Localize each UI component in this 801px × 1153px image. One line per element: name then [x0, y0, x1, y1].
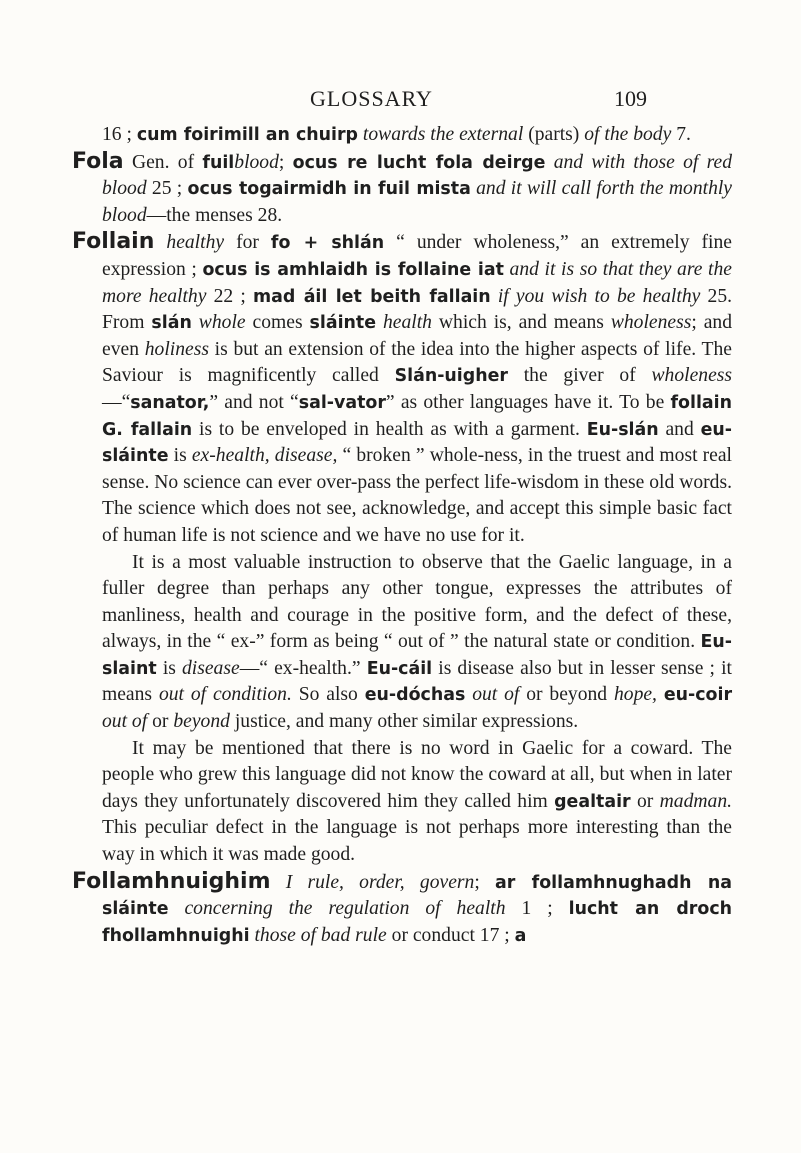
body-text: —“ ex-health.”: [239, 657, 361, 679]
gaelic-text: eu-coir: [663, 685, 733, 706]
body-text: comes: [252, 312, 303, 334]
translation-text: those of bad rule: [254, 924, 387, 946]
body-text: This peculiar defect in the language is not perhaps more interesting than the way in which it was made good.: [102, 817, 732, 866]
translation-text: out of condition.: [158, 684, 292, 706]
gaelic-text: ar follamhnughadh na sláinte: [102, 872, 732, 920]
body-text: is: [173, 445, 187, 467]
entry-continuation: [72, 122, 732, 149]
body-text: 22 ;: [213, 285, 246, 307]
body-text: which is, and means: [438, 312, 604, 334]
translation-text: concerning the regulation of health: [184, 898, 506, 920]
body-text: is: [162, 657, 176, 679]
translation-text: of the body: [584, 124, 672, 145]
body-text: It may be mentioned that there is no word in Gaelic for a coward. The people who grew this language did not know the coward at all, but when in later days they unfortunately discovered him they called him: [102, 737, 732, 812]
body-text: 25 ;: [151, 178, 183, 200]
body-text: ;: [474, 871, 480, 893]
translation-text: madman.: [659, 790, 733, 812]
body-text: —“: [102, 391, 131, 413]
gaelic-text: ocus re lucht fola deirge: [292, 152, 546, 173]
translation-text: beyond: [173, 711, 230, 733]
page-header: [0, 86, 801, 116]
gaelic-text: fo + shlán: [270, 233, 385, 254]
headword: Fola: [72, 148, 124, 174]
gaelic-text: follain G. fallain: [102, 392, 732, 440]
body-text: (parts): [528, 124, 580, 145]
body-text: ;: [278, 151, 285, 173]
body-text: for: [236, 232, 259, 254]
gaelic-text: sal-vator: [298, 392, 386, 413]
body-text: So also: [298, 684, 358, 706]
gaelic-text: gealtair: [554, 791, 631, 812]
paragraph-gaelic-forms: [72, 550, 732, 736]
glossary-entry-fola: [72, 149, 732, 230]
gaelic-text: eu-dóchas: [364, 685, 466, 706]
body-text: —the menses 28.: [146, 204, 283, 226]
body-text: 25. From: [102, 285, 733, 334]
translation-text: wholeness: [651, 365, 733, 387]
page-number: 109: [614, 86, 647, 111]
translation-text: out of: [472, 684, 520, 706]
gaelic-text: mad áil let beith fallain: [253, 286, 491, 307]
gaelic-text: fuil: [202, 152, 235, 173]
headword: Follamhnuighim: [72, 868, 271, 894]
gaelic-text: eu-sláinte: [102, 419, 733, 467]
paragraph-coward: [72, 736, 732, 869]
translation-text: and with those of red blood: [102, 151, 732, 200]
glossary-entry-follamhnuighim: [72, 869, 732, 950]
headword: Follain: [72, 229, 155, 255]
translation-text: I rule, order, govern: [285, 871, 475, 893]
body-text: is disease also but in lesser sense ; it means: [102, 657, 732, 706]
glossary-entry-follain: [72, 229, 732, 549]
gaelic-text: Slán-uigher: [394, 366, 508, 387]
body-text: the giver of: [523, 365, 636, 387]
gaelic-text: Eu-slaint: [102, 632, 732, 679]
translation-text: holiness: [144, 338, 209, 360]
translation-text: disease: [182, 657, 240, 679]
translation-text: healthy: [166, 232, 225, 254]
translation-text: and it will call forth the monthly blood: [102, 178, 733, 226]
body-text: It is a most valuable instruction to observe that the Gaelic language, in a fuller degree than perhaps any other tongue, expresses the attributes of manliness, health and courage in the positive form, and the defect of these, always, in the “ ex-” form as being “ out of ” the natural state or condition.: [102, 551, 732, 653]
translation-text: health: [382, 312, 432, 334]
translation-text: and it is so that they are the more healthy: [102, 258, 732, 307]
gaelic-text: Eu-cáil: [366, 658, 433, 679]
translation-text: towards the external: [362, 124, 524, 145]
running-title: GLOSSARY: [310, 86, 433, 111]
body-text: justice, and many other similar expressions.: [234, 711, 579, 733]
gaelic-text: Eu-slán: [586, 419, 659, 440]
body-text: 7.: [676, 124, 691, 145]
translation-text: ex-health, disease,: [191, 445, 338, 467]
body-text: and: [665, 418, 694, 440]
gaelic-text: cum foirimill an chuirp: [136, 125, 359, 145]
translation-text: hope,: [613, 684, 657, 706]
translation-text: if you wish to be healthy: [497, 285, 701, 307]
body-text: is to be enveloped in health as with a garment.: [199, 418, 580, 440]
body-text: or conduct 17 ;: [391, 924, 510, 946]
gaelic-text: sláinte: [309, 313, 377, 334]
body-text: Gen. of: [131, 151, 195, 173]
body-text: or beyond: [526, 684, 608, 706]
translation-text: wholeness: [610, 312, 692, 334]
translation-text: blood: [234, 151, 279, 173]
glossary-text: [72, 122, 732, 949]
gaelic-text: ocus is amhlaidh is follaine iat: [202, 259, 504, 280]
body-text: ” and not “: [209, 391, 299, 413]
body-text: ” as other languages have it. To be: [385, 391, 665, 413]
translation-text: out of: [102, 711, 148, 733]
gaelic-text: a: [514, 925, 527, 946]
translation-text: whole: [198, 312, 246, 334]
body-text: “ broken ” whole-ness, in the truest and most real sense. No science can ever over-pass the perfect life-wisdom in these old words. The science which does not see, acknowledge, and accept this simple basic fact of human life is not science and we have no use for it.: [102, 445, 732, 546]
body-text: or: [636, 790, 654, 812]
body-text: 1 ;: [521, 898, 553, 920]
body-text: ; and even: [102, 312, 733, 360]
gaelic-text: ocus togairmidh in fuil mista: [187, 179, 471, 200]
gaelic-text: slán: [151, 313, 192, 334]
body-text: 16 ;: [102, 124, 132, 145]
body-text: “ under wholeness,” an extremely fine expression ;: [102, 232, 732, 280]
body-text: is but an extension of the idea into the higher aspects of life. The Saviour is magnificently called: [102, 338, 732, 387]
body-text: or: [152, 711, 169, 733]
gaelic-text: lucht an droch fhollamhnuighi: [102, 899, 733, 946]
gaelic-text: sanator,: [130, 392, 210, 413]
